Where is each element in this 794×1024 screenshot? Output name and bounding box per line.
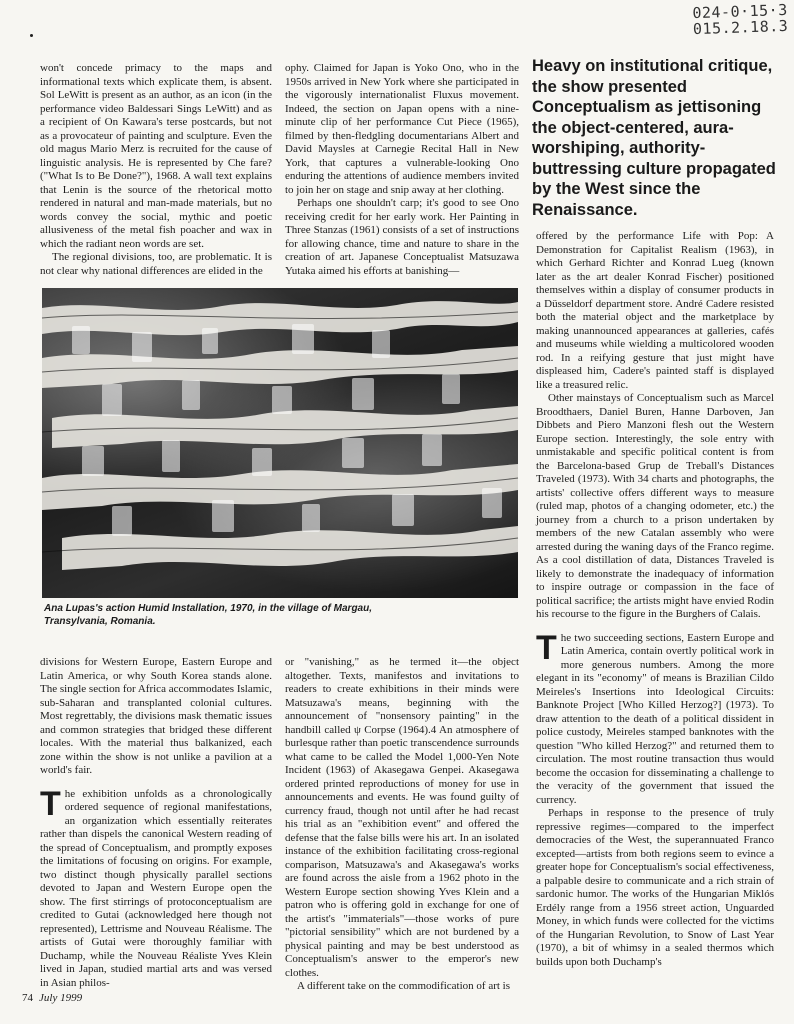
handwritten-note (663, 2, 788, 38)
paragraph: offered by the performance Life with Pop: A Demonstration for Capitalist Realism (1963), in which Gerhard Richter and Konrad Lueg (known later as the art dealer Konrad Fischer) positioned themselves within a display of consumer products in a Düsseldorf department store. André Cadere resisted both the material object and the marketplace by making unannounced appearances at galleries, cafés and museums while wielding a multicolored wooden rod. In a reifying gesture that just might have displeased him, Cadere's painted staff is displayed like a treasured relic. (536, 230, 774, 391)
lower-left-column (40, 656, 272, 989)
photo-caption: Ana Lupas's action Humid Installation, 1970, in the village of Margau, Transylvania, Romania. (44, 603, 372, 627)
issue-date: July 1999 (39, 992, 83, 1004)
page-number: 74 (22, 992, 33, 1004)
upper-left-column (40, 62, 272, 277)
paragraph: The regional divisions, too, are problematic. It is not clear why national differences are elided in the (40, 251, 272, 277)
page-speck (30, 34, 33, 37)
page-footer (22, 992, 82, 1004)
installation-photo (42, 288, 518, 598)
lower-middle-column (285, 656, 519, 992)
paragraph: divisions for Western Europe, Eastern Europe and Latin America, or why South Korea stands alone. The single section for Africa accommodates Islamic, sub-Saharan and transplanted colonial cultures. Most regrettably, the divisions mask thematic issues and common strategies that bridged these different locales. With the material thus balkanized, each zone within the show is not unlike a pavilion at a world's fair. (40, 656, 272, 776)
paragraph: Other mainstays of Conceptualism such as Marcel Broodthaers, Daniel Buren, Hanne Darboven, Jan Dibbets and Piero Manzoni flesh out the Western Europe section. Interestingly, the sole entry with unmistakable and specific political content is from the Barcelona-based Grup de Treball's Distances Traveled (1973). With 34 charts and photographs, the artists' collective offers different ways to measure (ruled map, photos of a changing odometer, etc.) the journey from a church to a prison undertaken by members of the new Catalan assembly who were arrested during the waning days of the Franco regime. As a cool distillation of data, Distances Traveled is likely to demonstrate the inadequacy of information to inspire outrage or compassion in the face of political sacrifice; the artists might have envied Rodin his recourse to the figure in the Burghers of Calais. (536, 392, 774, 620)
humid-installation-image (42, 288, 518, 598)
upper-middle-column (285, 62, 519, 277)
paragraph: won't concede primacy to the maps and informational texts which explicate them, is absent. Sol LeWitt is present as an author, as an icon (in the performance video Baldessari Sings LeWitt) and as a recipient of On Kawara's terse postcards, but not as a provocateur of painting and sculpture. Even the old magus Mario Merz is recruited for the cause of linguistic analysis. He is represented by Che fare? ("What Is to Be Done?"), 1968. A wall text explains that Lenin is the source of the rhetorical motto rendered in natural and man-made materials, but no words convey the social, mythic and poetic allusiveness of the metal fish poacher and wax in which the radiant neon words are set. (40, 62, 272, 250)
paragraph: The exhibition unfolds as a chronologically ordered sequence of regional manifestations, an organization which essentially reiterates rather than dispels the canonical Western reading of the spread of Conceptualism, and promptly exposes the limitations of focusing on origins. For example, two distinct though physically parallel sections devoted to Japan and Western Europe open the show. The first stirrings of protoconceptualism are credited to Gutai (acknowledged here though not represented), Lettrisme and Nouveau Réalisme. The artists of Gutai were thoroughly familiar with Duchamp, while the Nouveau Réaliste Yves Klein lived in Japan, studied martial arts and was versed in Asian philos- (40, 784, 272, 989)
right-column (536, 230, 774, 996)
handwritten-line-1: 024-0·15·3 (692, 0, 788, 23)
paragraph: A different take on the commodification of art is (297, 980, 511, 992)
paragraph: Perhaps in response to the presence of truly repressive regimes—compared to the imperfect democracies of the West, the superannuated Franco excepted—artists from both regions seem to evince a greater hope for Conceptualism's social effectiveness, a palpable desire to communicate and a rich strain of sardonic humor. The works of the Hungarian Miklós Erdély range from a 1956 street action, Unguarded Money, in which funds were collected for the victims of the Hungarian Revolution, to Snow of Last Year (1970), a bit of whimsy in a sealed thermos which builds upon both Duchamp's (536, 807, 774, 968)
handwritten-line-2: 015.2.18.3 (692, 16, 789, 39)
paragraph: ophy. Claimed for Japan is Yoko Ono, who in the 1950s arrived in New York where she participated in the vigorously internationalist Fluxus movement. Indeed, the section on Japan opens with a nine-minute clip of her performance Cut Piece (1965), filmed by then-fledgling documentarians Albert and David Maysles at Carnegie Recital Hall in New York, that captures a vulnerable-looking Ono enduring the attentions of audience members invited to join her on stage and snip away at her clothing. (285, 62, 519, 196)
paragraph: Perhaps one shouldn't carp; it's good to see Ono receiving credit for her early work. Her Painting in Three Stanzas (1961) consists of a set of instructions for allowing chance, time and nature to share in the creation of art. Japanese Conceptualist Matsuzawa Yutaka aimed his efforts at banishing— (285, 197, 519, 277)
paragraph: The two succeeding sections, Eastern Europe and Latin America, contain overtly political work in more generous numbers. Among the more elegant in its "economy" of means is Brazilian Cildo Meireles's Insertions into Ideological Circuits: Banknote Project [Who Killed Herzog?] (1973). To draw attention to the death of a political dissident in police custody, Meireles stamped banknotes with the question "Who killed Herzog?" and returned them to circulation. The most routine transaction thus would become the occasion for disseminating a challenge to the veracity of the government that issued the currency. (536, 628, 774, 806)
paragraph: or "vanishing," as he termed it—the object altogether. Texts, manifestos and invitations to readers to create exhibitions in their minds were Matsuzawa's means, beginning with the announcement of "nonsensory painting" in the handbill called ψ Corpse (1964).4 An atmosphere of burlesque rather than poetic transcendence surrounds what came to be called the Model 1,000-Yen Note Incident (1963) of Akasegawa Genpei. Akasegawa ordered printed reproductions of money for use in announcements and events. He was found guilty of currency fraud, though not until after he had recast his trial as an "exhibition event" and offered the defense that the false bills were his art. In an isolated instance of the exhibition facilitating cross-regional comparison, Matsuzawa's and Akasegawa's works are found across the aisle from a 1962 photo in the Western Europe section showing Yves Klein and a patron who is offering gold in exchange for one of the artist's "immaterials"—those works of pure "pictorial sensibility" which are not burdened by a physical painting and may be best understood as Conceptualism's answer to the emperor's new clothes. (285, 656, 519, 979)
pull-quote: Heavy on institutional critique, the show presented Conceptualism as jettisoning the object-centered, aura-worshiping, authority-buttressing culture propagated by the West since the Renaissance. (532, 57, 776, 219)
